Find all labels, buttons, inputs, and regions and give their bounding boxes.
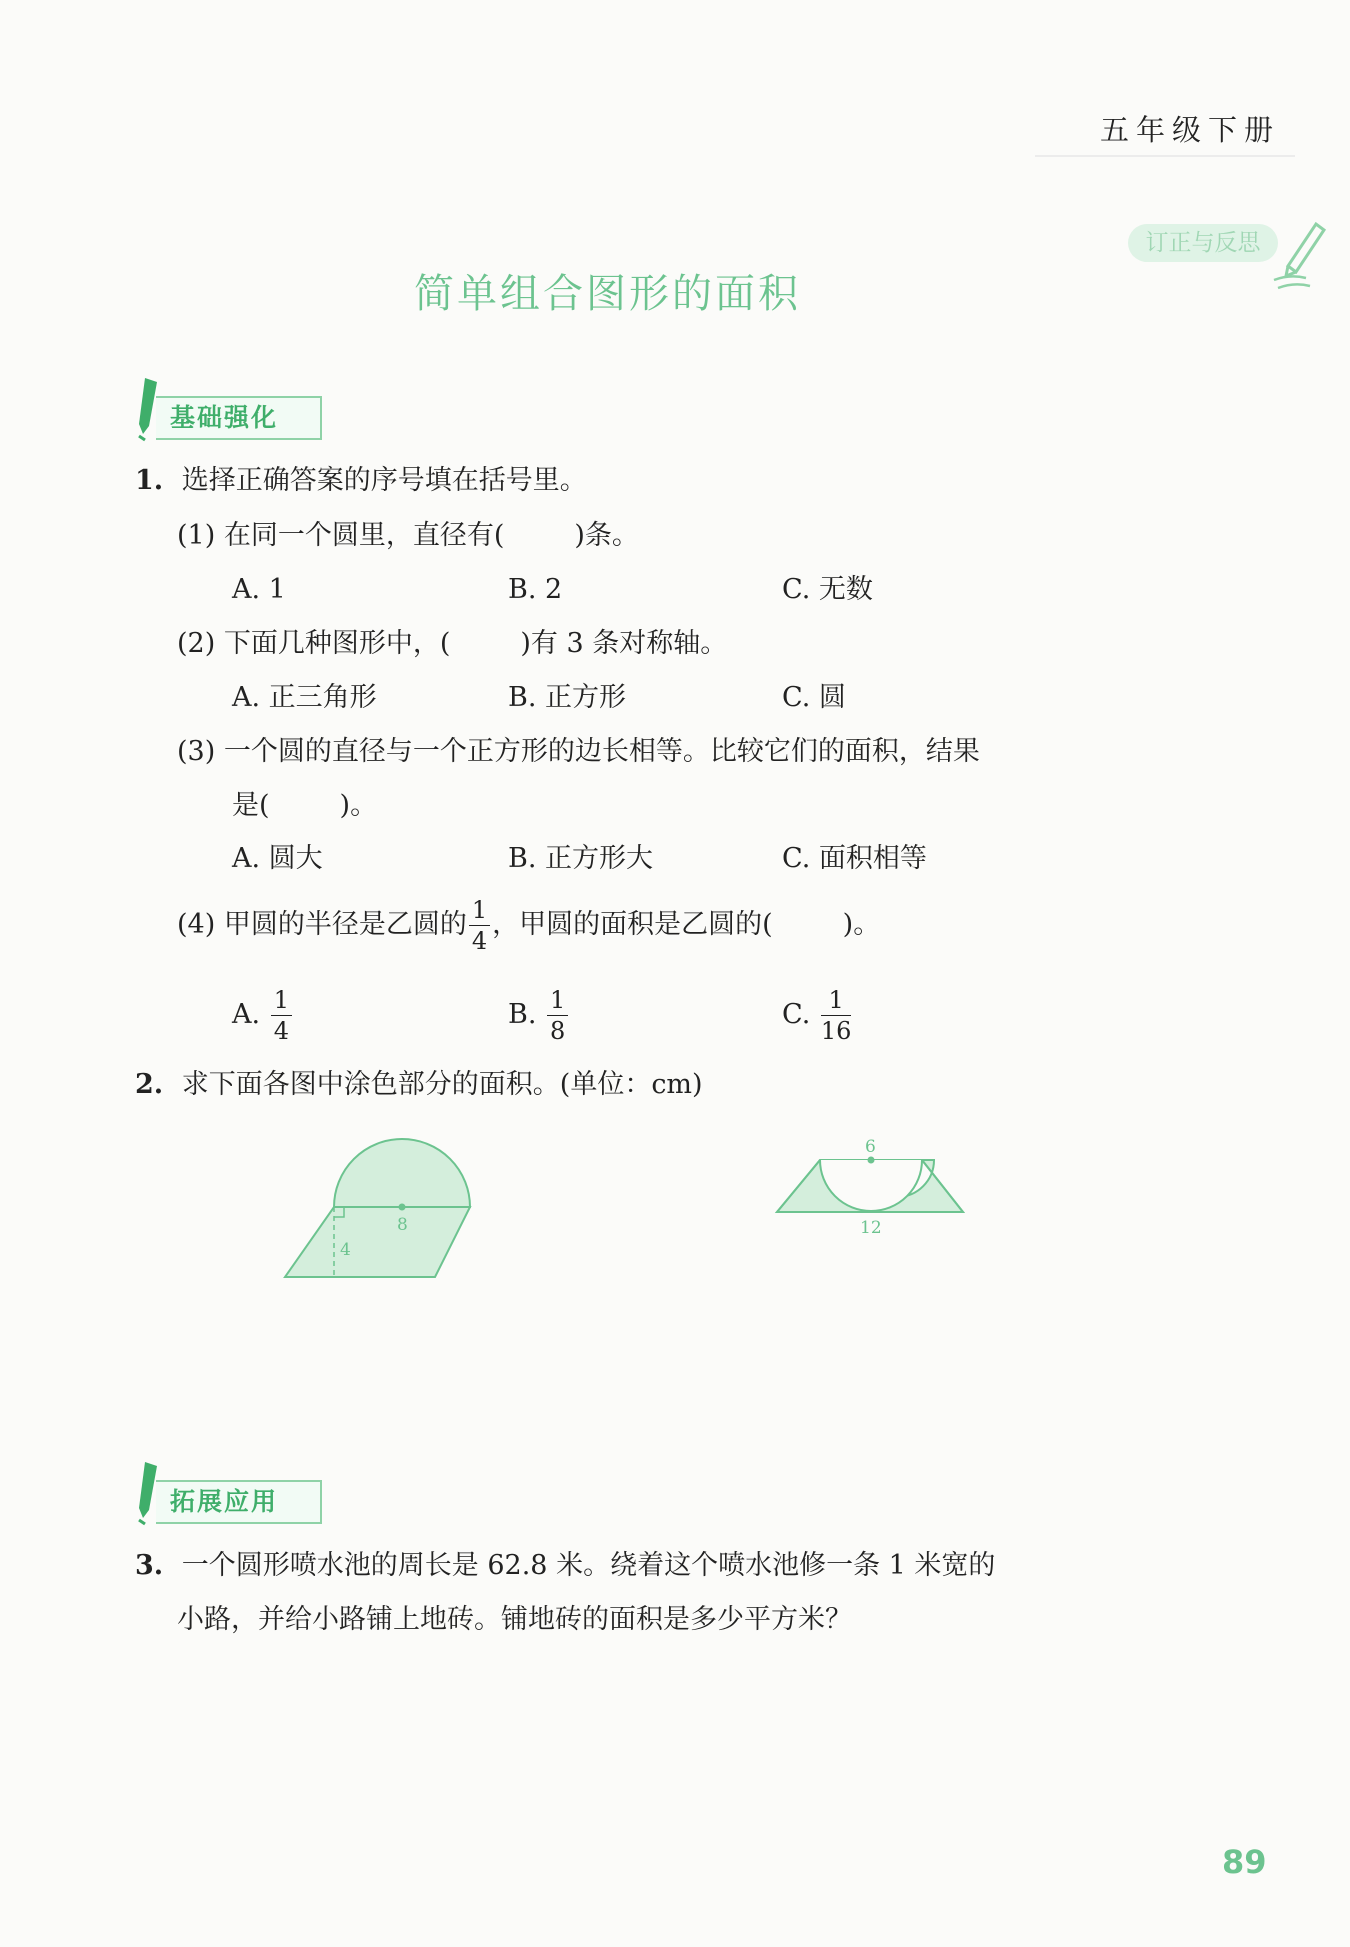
height-label: 4	[340, 1240, 351, 1260]
fraction-denominator: 4	[273, 1017, 289, 1045]
option-label: B.	[508, 999, 537, 1030]
q1-number: 1.	[135, 465, 164, 496]
q1-sub4-text-end: )。	[842, 909, 881, 940]
bottom-label: 12	[860, 1218, 882, 1238]
q1-sub3-text-end: )。	[339, 790, 378, 821]
figure-trapezoid-semicircle	[765, 1130, 975, 1240]
q1-sub3-option-a: A. 圆大	[232, 843, 323, 874]
q1-sub4-num: (4)	[177, 909, 216, 940]
q1-sub3-option-c: C. 面积相等	[782, 843, 927, 874]
q1-sub4-text-2: ，甲圆的面积是乙圆的(	[492, 909, 773, 940]
q1-sub4-text: 甲圆的半径是乙圆的	[223, 909, 467, 940]
q1-sub4-option-b	[508, 985, 570, 1045]
header-divider	[1035, 155, 1295, 157]
q1-sub1-text: 在同一个圆里，直径有(	[223, 520, 505, 551]
grade-label: 五年级下册	[1100, 113, 1281, 147]
q1-sub3	[177, 734, 980, 770]
pencil-icon	[1270, 216, 1330, 291]
fraction-numerator: 1	[547, 988, 568, 1016]
shaded-semicircle	[334, 1139, 470, 1207]
fraction	[469, 898, 490, 953]
q1-sub1	[177, 518, 639, 554]
q1-sub3-num: (3)	[177, 736, 216, 767]
q1-sub2-option-c: C. 圆	[782, 682, 846, 713]
fraction	[821, 988, 852, 1043]
option-label: C.	[782, 999, 811, 1030]
q1-sub2	[177, 626, 727, 662]
q1-sub2-option-b: B. 正方形	[508, 682, 627, 713]
q1-sub2-text: 下面几种图形中，(	[223, 628, 451, 659]
q1-sub2-text-end: )有 3 条对称轴。	[520, 628, 728, 659]
q1-sub3-option-b: B. 正方形大	[508, 843, 654, 874]
figure-semicircle-parallelogram	[270, 1125, 490, 1290]
shaded-parallelogram	[285, 1207, 470, 1277]
q2-number: 2.	[135, 1069, 164, 1100]
option-label: A.	[232, 999, 261, 1030]
fraction-denominator: 4	[471, 927, 488, 955]
q2-prompt	[135, 1067, 703, 1103]
q1-sub4-option-c	[782, 985, 853, 1045]
q1-sub1-option-a: A. 1	[232, 574, 286, 605]
q1-sub1-option-c: C. 无数	[782, 574, 873, 605]
top-label: 6	[865, 1137, 876, 1157]
section-extended-label: 拓展应用	[156, 1480, 322, 1524]
fraction-denominator: 8	[550, 1017, 566, 1045]
fraction-numerator: 1	[271, 988, 292, 1016]
page-title: 简单组合图形的面积	[414, 271, 801, 317]
q1-sub2-option-a: A. 正三角形	[232, 682, 377, 713]
q1-sub3-text-2: 是(	[232, 790, 270, 821]
page-number: 89	[1222, 1843, 1267, 1881]
fraction	[547, 988, 568, 1043]
q3-line2: 小路，并给小路铺上地砖。铺地砖的面积是多少平方米？	[177, 1604, 852, 1635]
q3-number: 3.	[135, 1550, 164, 1581]
center-dot	[399, 1204, 406, 1211]
q1-sub4-option-a	[232, 985, 294, 1045]
section-basic-label: 基础强化	[156, 396, 322, 440]
q1-sub1-num: (1)	[177, 520, 216, 551]
diameter-label: 8	[397, 1215, 408, 1235]
fraction	[271, 988, 292, 1043]
q2-text: 求下面各图中涂色部分的面积。(单位：cm)	[181, 1069, 703, 1100]
q3-text: 一个圆形喷水池的周长是 62.8 米。绕着这个喷水池修一条 1 米宽的	[181, 1550, 996, 1581]
q1-sub1-text-end: )条。	[574, 520, 639, 551]
q3-line1	[135, 1548, 995, 1584]
fraction-numerator: 1	[469, 898, 490, 926]
q1-text: 选择正确答案的序号填在括号里。	[181, 465, 587, 496]
review-tag: 订正与反思	[1128, 224, 1278, 262]
q1-sub4	[177, 895, 880, 955]
q1-sub1-option-b: B. 2	[508, 574, 563, 605]
q1-sub3-text: 一个圆的直径与一个正方形的边长相等。比较它们的面积，结果	[223, 736, 980, 767]
center-dot	[868, 1157, 875, 1164]
q1-prompt	[135, 463, 587, 499]
q1-sub3-line2	[232, 788, 377, 824]
q1-sub2-num: (2)	[177, 628, 216, 659]
fraction-numerator: 1	[821, 988, 852, 1016]
fraction-denominator: 16	[820, 1017, 852, 1045]
